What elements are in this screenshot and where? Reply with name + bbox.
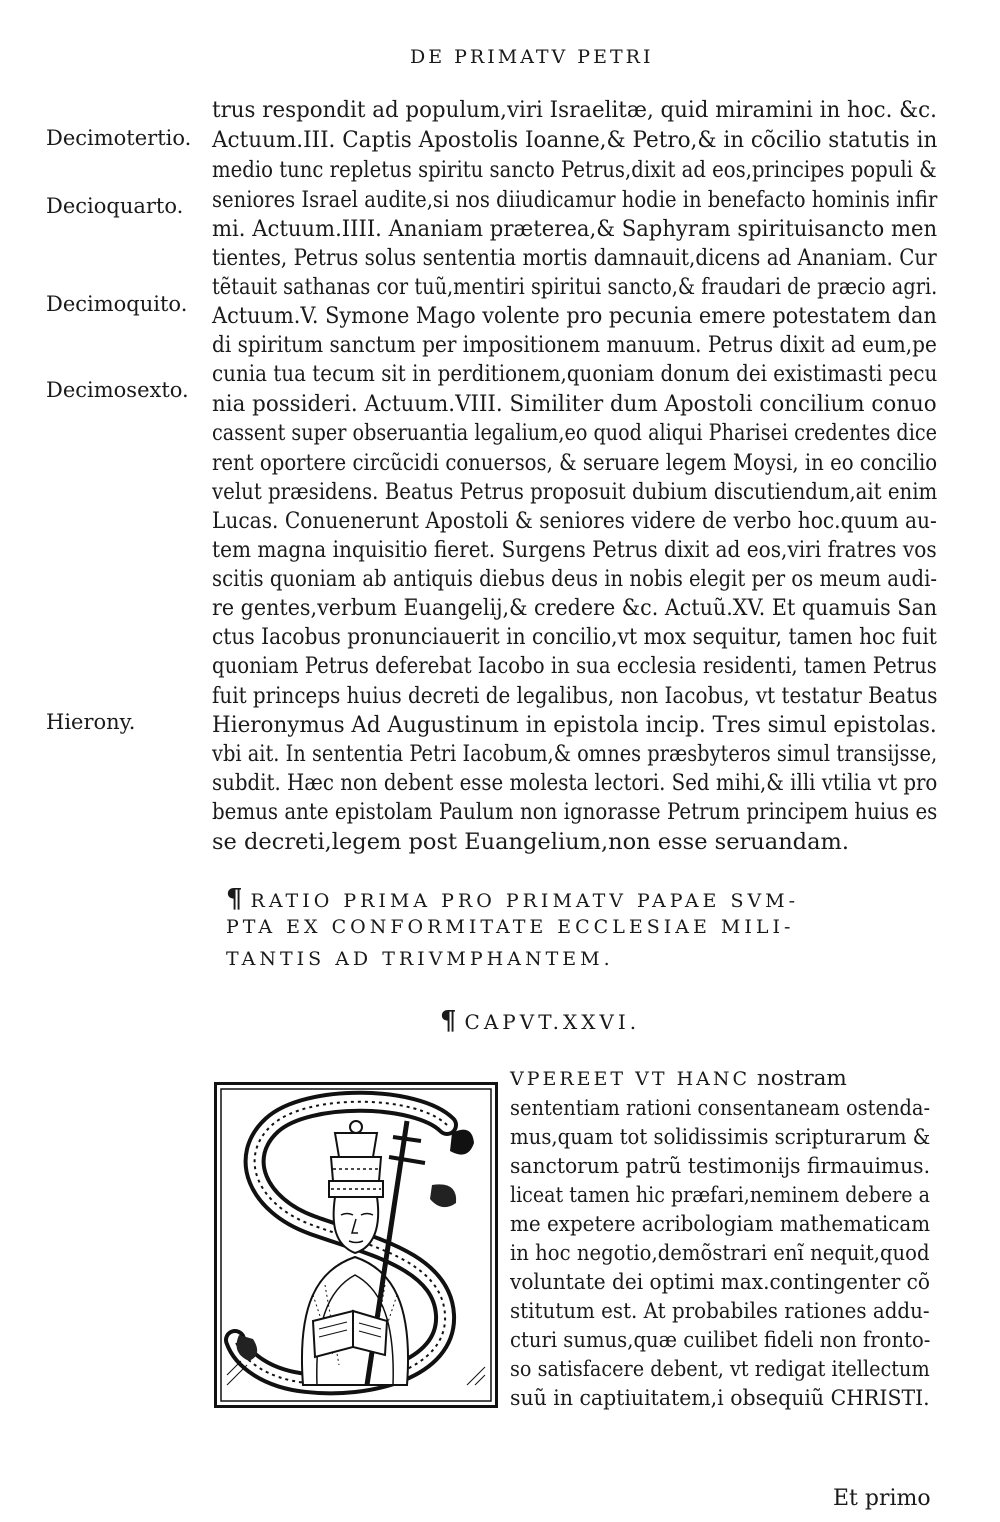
text-line: seniores Israel audite,si nos diiudicamur hodie in benefacto hominis infir	[212, 187, 938, 213]
chapter-text-line: sanctorum patrũ testimonijs firmauimus.	[510, 1154, 930, 1179]
text-line: se decreti,legem post Euangelium,non esse seruandam.	[212, 829, 849, 855]
text-line: nia possideri. Actuum.VIII. Similiter dum Apostoli concilium conuo	[212, 391, 937, 417]
margin-note: Decimoquito.	[46, 292, 188, 316]
text-line: Actuum.III. Captis Apostolis Ioanne,& Petro,& in cõcilio statutis in	[212, 127, 938, 153]
text-line: Lucas. Conuenerunt Apostoli & seniores videre de verbo hoc.quum au-	[212, 508, 937, 534]
chapter-text-line: so satisfacere debent, vt redigat itellectum	[510, 1357, 930, 1382]
chapter-text-line: mus,quam tot solidissimis scripturarum &	[510, 1125, 931, 1150]
text-line: rent oportere circũcidi conuersos, & seruare legem Moysi, in eo concilio	[212, 450, 938, 476]
text-line: fuit princeps huius decreti de legalibus, non Iacobus, vt testatur Beatus	[212, 683, 938, 709]
chapter-text-line: cturi sumus,quæ cuilibet fideli non fronto-	[510, 1328, 931, 1353]
section-heading-line: PTA EX CONFORMITATE ECCLESIAE MILI-	[226, 916, 795, 938]
text-line: re gentes,verbum Euangelij,& credere &c. Actuũ.XV. Et quamuis San	[212, 595, 938, 621]
section-heading-line: TANTIS AD TRIVMPHANTEM.	[226, 948, 614, 970]
text-line: cunia tua tecum sit in perditionem,quoniam donum dei existimasti pecu	[212, 361, 938, 387]
pilcrow-icon: ¶	[226, 884, 247, 914]
chapter-lead-caps: VPEREET VT HANC	[510, 1068, 751, 1090]
text-line: quoniam Petrus deferebat Iacobo in sua ecclesia residenti, tamen Petrus	[212, 653, 937, 679]
text-line: velut præsidens. Beatus Petrus proposuit dubium discutiendum,ait enim	[212, 479, 938, 505]
text-line: tientes, Petrus solus sententia mortis damnauit,dicens ad Ananiam. Cur	[212, 245, 937, 271]
text-line: bemus ante epistolam Paulum non ignorasse Petrum principem huius es	[212, 799, 938, 825]
text-line: scitis quoniam ab antiquis diebus deus in nobis elegit per os meum audi-	[212, 566, 938, 592]
text-line: tẽtauit sathanas cor tuũ,mentiri spiritui sancto,& fraudari de præcio agri.	[212, 274, 938, 300]
section-heading-line: ¶ RATIO PRIMA PRO PRIMATV PAPAE SVM-	[226, 884, 800, 914]
margin-note: Decimosexto.	[46, 378, 189, 402]
chapter-text-line: in hoc negotio,demõstrari enĩ nequit,quod	[510, 1241, 930, 1266]
text-line: Actuum.V. Symone Mago volente pro pecunia emere potestatem dan	[212, 303, 937, 329]
text-line: vbi ait. In sententia Petri Iacobum,& omnes præsbyteros simul transijsse,	[212, 741, 938, 767]
running-head: DE PRIMATV PETRI	[410, 46, 654, 68]
margin-note: Decimotertio.	[46, 126, 192, 150]
text-line: subdit. Hæc non debent esse molesta lectori. Sed mihi,& illi vtilia vt pro	[212, 770, 938, 796]
chapter-text-line: me expetere acribologiam mathematicam	[510, 1212, 931, 1237]
pope-portrait-icon	[217, 1085, 495, 1405]
text-line: trus respondit ad populum,viri Israelitæ, quid miramini in hoc. &c.	[212, 97, 937, 123]
margin-note: Hierony.	[46, 710, 136, 734]
text-line: medio tunc repletus spiritu sancto Petrus,dixit ad eos,principes populi &	[212, 157, 937, 183]
text-line: tem magna inquisitio fieret. Surgens Petrus dixit ad eos,viri fratres vos	[212, 537, 937, 563]
pilcrow-icon: ¶	[440, 1006, 461, 1036]
historiated-initial-woodcut	[214, 1082, 498, 1408]
chapter-text-line: VPEREET VT HANC nostram	[510, 1066, 847, 1091]
chapter-text-line: suũ in captiuitatem,i obsequiũ CHRISTI.	[510, 1386, 930, 1411]
text-line: mi. Actuum.IIII. Ananiam præterea,& Saphyram spirituisancto men	[212, 216, 938, 242]
margin-note: Decioquarto.	[46, 194, 184, 218]
catchword: Et primo	[833, 1486, 931, 1511]
text-line: Hieronymus Ad Augustinum in epistola incip. Tres simul epistolas.	[212, 712, 937, 738]
text-line: di spiritum sanctum per impositionem manuum. Petrus dixit ad eum,pe	[212, 332, 937, 358]
text-line: ctus Iacobus pronunciauerit in concilio,vt mox sequitur, tamen hoc fuit	[212, 624, 937, 650]
chapter-text-line: liceat tamen hic præfari,neminem debere a	[510, 1183, 930, 1208]
text-line: cassent super obseruantia legalium,eo quod aliqui Pharisei credentes dice	[212, 420, 937, 446]
chapter-text-line: voluntate dei optimi max.contingenter cõ	[510, 1270, 930, 1295]
chapter-heading: ¶ CAPVT.XXVI.	[440, 1006, 641, 1036]
chapter-text-line: stitutum est. At probabiles rationes addu-	[510, 1299, 930, 1324]
chapter-text-line: sententiam rationi consentaneam ostenda-	[510, 1096, 931, 1121]
